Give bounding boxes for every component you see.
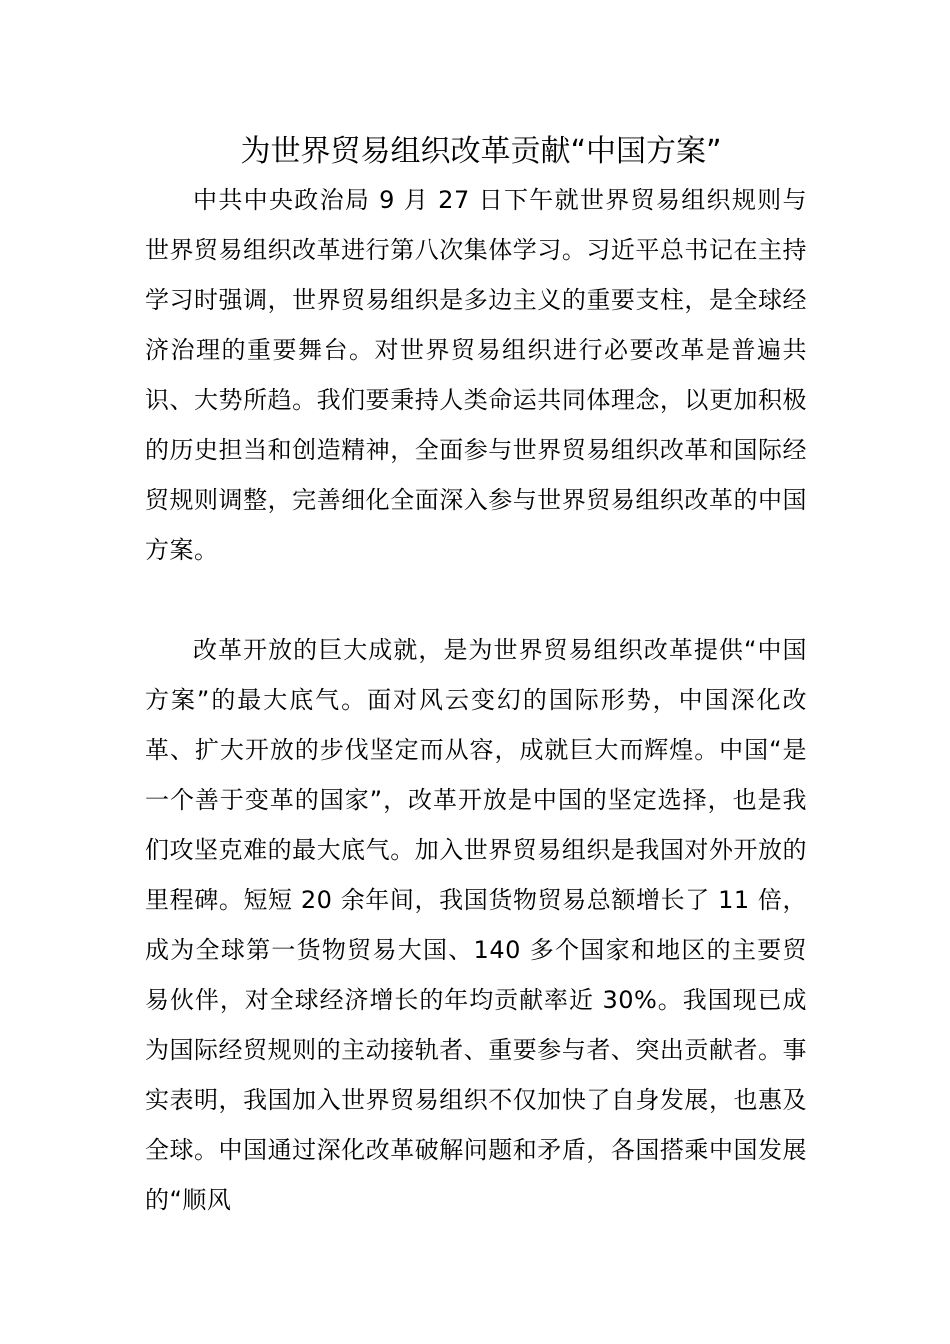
paragraph-2: 改革开放的巨大成就，是为世界贸易组织改革提供“中国方案”的最大底气。面对风云变幻的国际形势，中国深化改革、扩大开放的步伐坚定而从容，成就巨大而辉煌。中国“是一个善于变革的国家”，改革开放是中国的坚定选择，也是我们攻坚克难的最大底气。加入世界贸易组织是我国对外开放的里程碑。短短 20 余年间，我国货物贸易总额增长了 11 倍，成为全球第一货物贸易大国、140 多个国家和地区的主要贸易伙伴，对全球经济增长的年均贡献率近 30%。我国现已成为国际经贸规则的主动接轨者、重要参与者、突出贡献者。事实表明，我国加入世界贸易组织不仅加快了自身发展，也惠及全球。中国通过深化改革破解问题和矛盾，各国搭乘中国发展的“顺风 [145,636,807,1214]
document-title: 为世界贸易组织改革贡献“中国方案” [240,134,722,169]
document-page [145,125,807,1225]
paragraph-1: 中共中央政治局 9 月 27 日下午就世界贸易组织规则与世界贸易组织改革进行第八次集体学习。习近平总书记在主持学习时强调，世界贸易组织是多边主义的重要支柱，是全球经济治理的重要舞台。对世界贸易组织进行必要改革是普遍共识、大势所趋。我们要秉持人类命运共同体理念，以更加积极的历史担当和创造精神，全面参与世界贸易组织改革和国际经贸规则调整，完善细化全面深入参与世界贸易组织改革的中国方案。 [145,186,807,564]
paragraph-spacer [145,575,807,625]
